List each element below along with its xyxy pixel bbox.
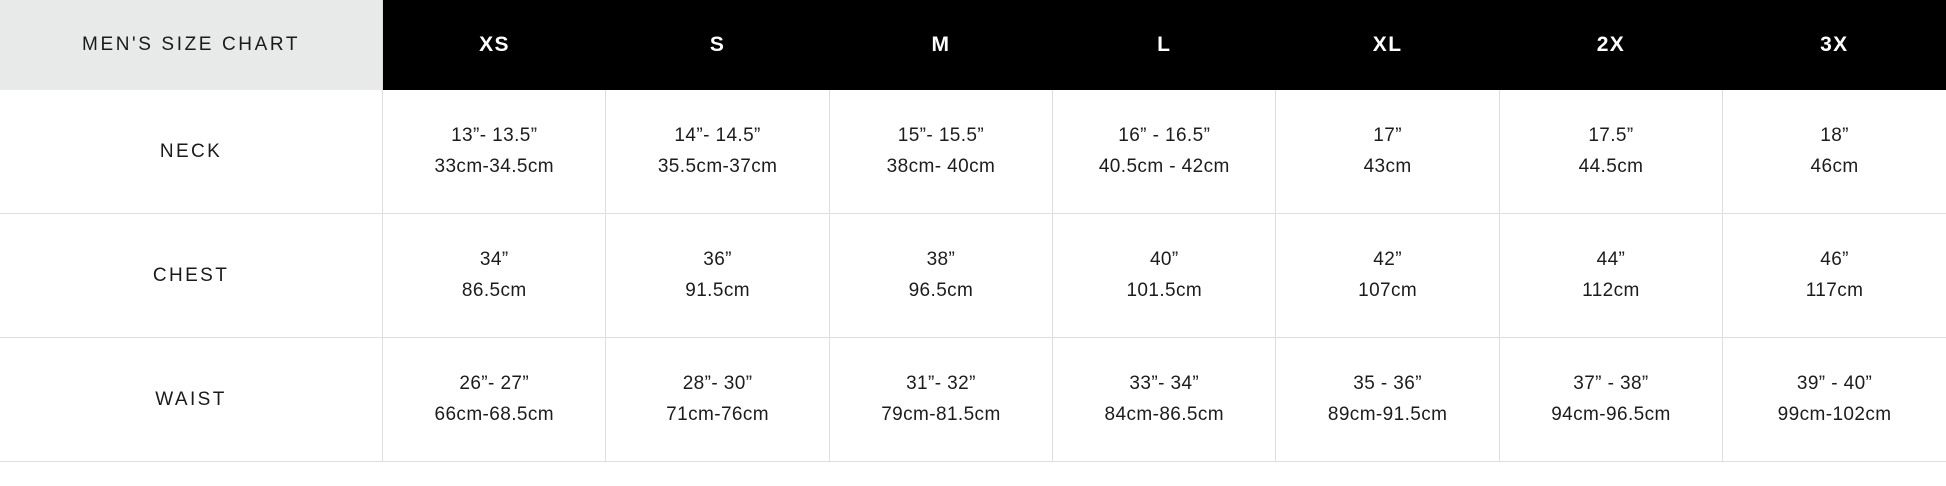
measure-imperial: 39” - 40” [1796,373,1873,395]
column-header-3x: 3X [1723,0,1946,90]
measure-imperial: 17” [1373,125,1402,147]
measure-metric: 71cm-76cm [666,403,770,425]
chart-title: MEN'S SIZE CHART [0,0,383,90]
measure-metric: 79cm-81.5cm [881,403,1001,425]
measure-metric: 96.5cm [908,279,974,301]
cell-chest-2x [1499,214,1722,338]
measure-metric: 89cm-91.5cm [1327,403,1448,425]
measure-imperial: 36” [703,249,732,271]
cell-waist-l [1053,338,1276,462]
measure-metric: 43cm [1363,155,1412,177]
measure-imperial: 44” [1596,249,1626,271]
header-row [0,0,1946,90]
cell-neck-3x [1723,90,1946,214]
cell-chest-s [606,214,829,338]
cell-neck-2x [1499,90,1722,214]
measure-imperial: 17.5” [1588,125,1634,147]
column-header-2x: 2X [1499,0,1722,90]
cell-neck-m [829,90,1052,214]
column-header-xs: XS [383,0,606,90]
table-header [0,0,1946,90]
table-row [0,338,1946,462]
measure-imperial: 31”- 32” [906,373,976,395]
cell-chest-l [1053,214,1276,338]
measure-imperial: 34” [479,249,509,271]
measure-imperial: 28”- 30” [682,373,753,395]
column-header-xl: XL [1276,0,1499,90]
measure-metric: 44.5cm [1578,155,1644,177]
column-header-l: L [1053,0,1276,90]
measure-metric: 99cm-102cm [1777,403,1892,425]
cell-waist-xl [1276,338,1499,462]
measure-metric: 112cm [1582,279,1640,301]
cell-neck-l [1053,90,1276,214]
measure-imperial: 42” [1373,249,1402,271]
table-row [0,214,1946,338]
measure-imperial: 40” [1149,249,1179,271]
measure-metric: 101.5cm [1126,279,1203,301]
measure-metric: 84cm-86.5cm [1104,403,1225,425]
cell-neck-xl [1276,90,1499,214]
measure-imperial: 16” - 16.5” [1118,125,1211,147]
measure-imperial: 15”- 15.5” [897,125,985,147]
cell-chest-xl [1276,214,1499,338]
measure-imperial: 26”- 27” [459,373,530,395]
cell-waist-2x [1499,338,1722,462]
measure-metric: 33cm-34.5cm [434,155,554,177]
cell-chest-3x [1723,214,1946,338]
measure-imperial: 14”- 14.5” [674,125,761,147]
measure-metric: 38cm- 40cm [886,155,996,177]
measure-imperial: 46” [1820,249,1849,271]
cell-chest-xs [383,214,606,338]
measure-imperial: 37” - 38” [1573,373,1649,395]
cell-waist-3x [1723,338,1946,462]
cell-chest-m [829,214,1052,338]
measure-metric: 66cm-68.5cm [434,403,554,425]
cell-waist-s [606,338,829,462]
measure-imperial: 38” [926,249,956,271]
measure-metric: 86.5cm [461,279,527,301]
measure-imperial: 18” [1820,125,1849,147]
row-label-chest: CHEST [0,214,383,338]
cell-waist-xs [383,338,606,462]
measure-metric: 40.5cm - 42cm [1098,155,1230,177]
measure-metric: 107cm [1358,279,1418,301]
table-body [0,90,1946,462]
row-label-waist: WAIST [0,338,383,462]
measure-imperial: 35 - 36” [1353,373,1422,395]
column-header-m: M [829,0,1052,90]
measure-metric: 35.5cm-37cm [657,155,778,177]
measure-metric: 94cm-96.5cm [1551,403,1671,425]
measure-imperial: 33”- 34” [1129,373,1200,395]
measure-metric: 117cm [1805,279,1864,301]
cell-neck-xs [383,90,606,214]
measure-metric: 46cm [1810,155,1859,177]
row-label-neck: NECK [0,90,383,214]
column-header-s: S [606,0,829,90]
cell-waist-m [829,338,1052,462]
measure-imperial: 13”- 13.5” [451,125,538,147]
table-row [0,90,1946,214]
measure-metric: 91.5cm [685,279,750,301]
cell-neck-s [606,90,829,214]
